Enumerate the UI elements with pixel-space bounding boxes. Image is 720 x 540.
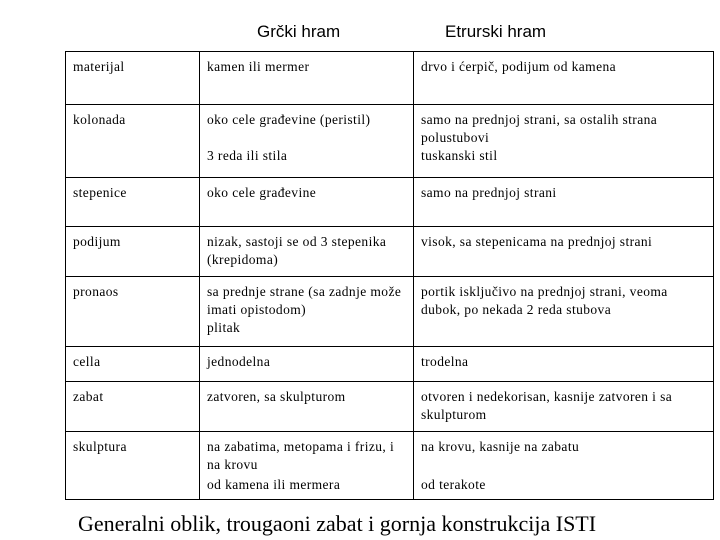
row-label-cell: zabat [66, 382, 200, 432]
etruscan-text: na krovu, kasnije na zabatu [421, 439, 580, 454]
header-greek-temple: Grčki hram [257, 22, 341, 41]
etruscan-cell [414, 227, 714, 277]
etruscan-text: drvo i ćerpič, podijum od kamena [421, 59, 616, 74]
etruscan-cell [414, 432, 714, 500]
etruscan-cell [414, 105, 714, 178]
row-label-cell: kolonada [66, 105, 200, 178]
table-row [66, 382, 714, 432]
etruscan-text: samo na prednjoj strani [421, 185, 557, 200]
row-label-cell: stepenice [66, 178, 200, 227]
greek-cell [200, 432, 414, 500]
etruscan-text: otvoren i nedekorisan, kasnije zatvoren i sa skulpturom [421, 389, 673, 422]
greek-cell [200, 105, 414, 178]
table-row [66, 178, 714, 227]
row-label-cell: podijum [66, 227, 200, 277]
etruscan-cell [414, 347, 714, 382]
greek-text: plitak [207, 320, 241, 335]
row-label-cell: cella [66, 347, 200, 382]
greek-text: oko cele građevine [207, 185, 317, 200]
greek-cell [200, 52, 414, 105]
table-row [66, 227, 714, 277]
greek-text: oko cele građevine (peristil) [207, 112, 371, 127]
footer-caption: Generalni oblik, trougaoni zabat i gornja konstrukcija ISTI [78, 511, 597, 536]
header-etruscan-temple: Etrurski hram [445, 22, 547, 41]
etruscan-text: samo na prednjoj strani, sa ostalih strana polustubovi [421, 112, 658, 145]
greek-text: kamen ili mermer [207, 59, 310, 74]
etruscan-text: trodelna [421, 354, 469, 369]
greek-text: 3 reda ili stila [207, 148, 288, 163]
greek-text: jednodelna [207, 354, 271, 369]
table-row [66, 52, 714, 105]
row-label-cell: pronaos [66, 277, 200, 347]
etruscan-text: portik isključivo na prednjoj strani, veoma dubok, po nekada 2 reda stubova [421, 284, 668, 317]
greek-text: zatvoren, sa skulpturom [207, 389, 346, 404]
table-row [66, 277, 714, 347]
etruscan-text: visok, sa stepenicama na prednjoj strani [421, 234, 653, 249]
greek-cell [200, 227, 414, 277]
table-row [66, 347, 714, 382]
table-row [66, 432, 714, 500]
etruscan-cell [414, 52, 714, 105]
greek-cell [200, 382, 414, 432]
greek-text: od kamena ili mermera [207, 477, 341, 492]
row-label-cell: materijal [66, 52, 200, 105]
greek-cell [200, 347, 414, 382]
greek-text: nizak, sastoji se od 3 stepenika (krepidoma) [207, 234, 387, 267]
etruscan-text: od terakote [421, 477, 486, 492]
etruscan-cell [414, 178, 714, 227]
row-label-cell: skulptura [66, 432, 200, 500]
etruscan-cell [414, 382, 714, 432]
table-row [66, 105, 714, 178]
greek-text: sa prednje strane (sa zadnje može imati opistodom) [207, 284, 402, 317]
etruscan-cell [414, 277, 714, 347]
etruscan-text: tuskanski stil [421, 148, 498, 163]
greek-cell [200, 277, 414, 347]
comparison-table [65, 51, 714, 500]
greek-cell [200, 178, 414, 227]
greek-text: na zabatima, metopama i frizu, i na krovu [207, 439, 395, 472]
